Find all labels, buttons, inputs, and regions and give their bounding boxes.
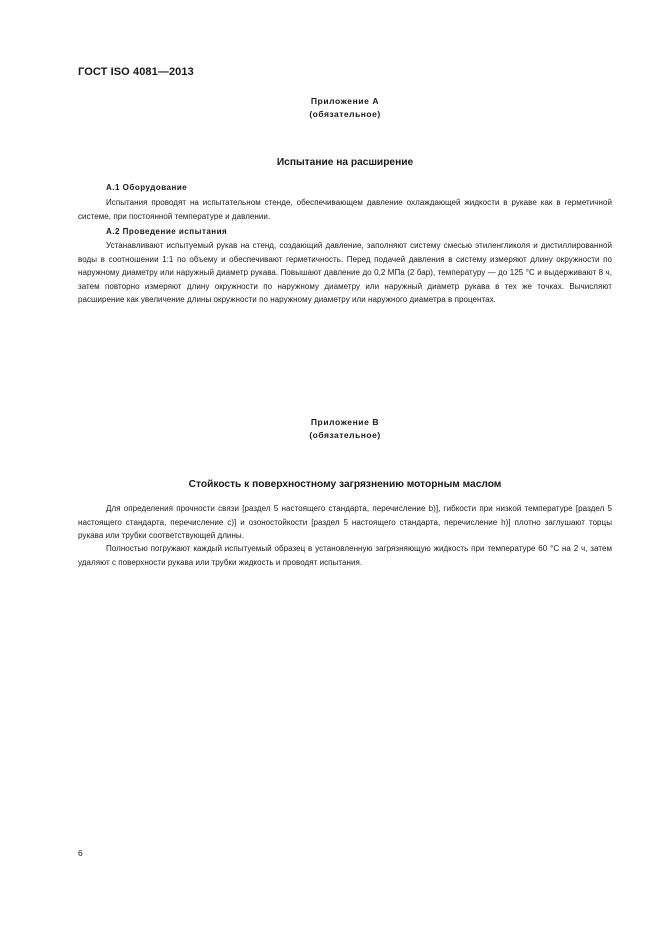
annex-b-paragraph-1: Для определения прочности связи [раздел 5 настоящего стандарта, перечисление b)], гибкости при низкой температуре [раздел 5 настоящего стандарта, перечисление с)] и озоностойкости [раздел 5 настоящего стандарта, перечисление h)] плотно заглушают торцы рукава или трубки соответствующей длины. <box>78 504 612 541</box>
annex-b-label: Приложение В <box>310 417 380 427</box>
annex-b-status: (обязательное) <box>309 430 381 440</box>
annex-a-status: (обязательное) <box>309 109 381 119</box>
annex-a-title: Испытание на расширение <box>276 157 414 168</box>
annex-b-paragraph-2: Полностью погружают каждый испытуемый образец в установленную загрязняющую жидкость при температуре 60 °С на 2 ч, затем удаляют с поверхности рукава или трубки жидкость и проводят испытания. <box>78 544 612 567</box>
page-number: 6 <box>78 848 83 858</box>
subsection-a1-text: Испытания проводят на испытательном стенде, обеспечивающем давление охлаждающей жидкости в рукаве как в герметичной системе, при постоянной температуре и давлении. <box>78 198 612 221</box>
annex-b-title: Стойкость к поверхностному загрязнению моторным маслом <box>188 479 502 490</box>
annex-a-label: Приложение А <box>310 96 380 106</box>
subsection-a2-text: Устанавливают испытуемый рукав на стенд, создающий давление, заполняют систему смесью этиленгликоля и дистиллированной воды в соотношении 1:1 по объему и обеспечивают герметичность. Перед подачей давления в систему измеряют длину окружности по наружному диаметру или наружный диаметр рукава. Повышают давление до 0,2 МПа (2 бар), температуру — до 125 °С и выдерживают 8 ч, затем повторно измеряют длину окружности по наружному диаметру или наружный диаметр рукава в тех же точках. Вычисляют расширение как увеличение длины окружности по наружному диаметру или наружного диаметра в процентах. <box>78 241 612 305</box>
subsection-a1-heading: А.1 Оборудование <box>106 183 188 192</box>
document-header: ГОСТ ISO 4081—2013 <box>78 66 194 78</box>
subsection-a2-heading: А.2 Проведение испытания <box>106 227 228 236</box>
